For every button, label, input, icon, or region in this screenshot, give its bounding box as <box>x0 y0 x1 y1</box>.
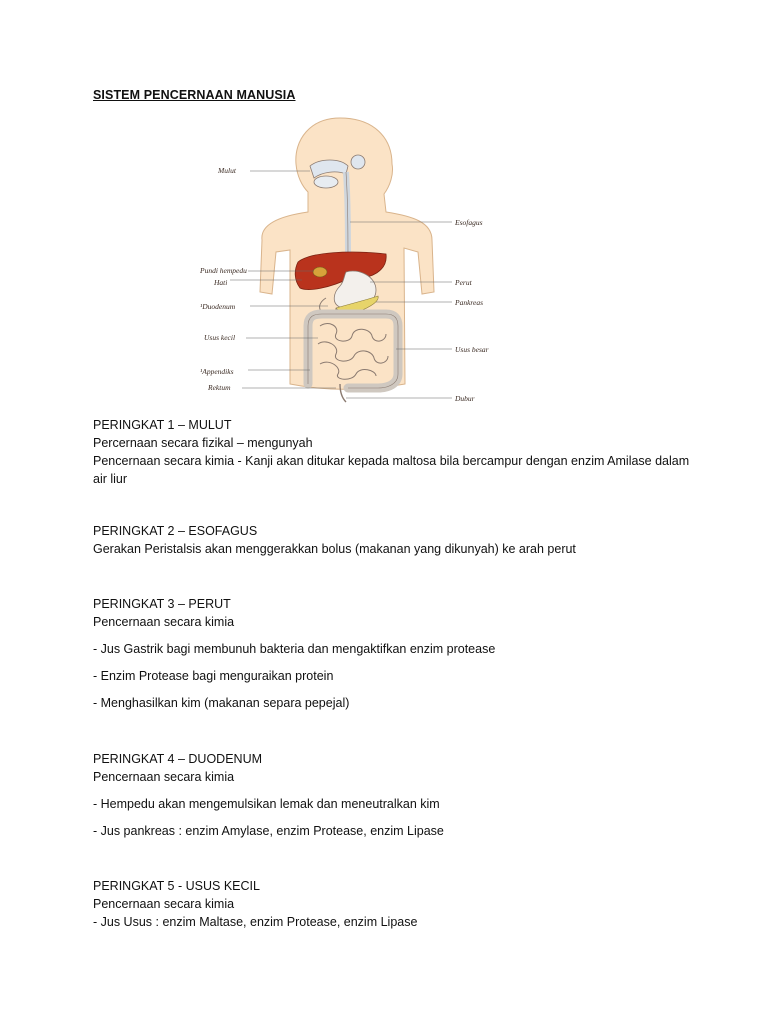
digestive-system-diagram <box>190 112 520 404</box>
section-peringkat-2 <box>93 522 576 558</box>
section-line: - Menghasilkan kim (makanan separa pepejal) <box>93 696 350 710</box>
label-pundi-hempedu: Pundi hempedu <box>200 266 247 275</box>
section-line: - Jus pankreas : enzim Amylase, enzim Protease, enzim Lipase <box>93 824 444 838</box>
section-peringkat-5 <box>93 877 417 931</box>
label-usus-kecil: Usus kecil <box>204 333 236 342</box>
section-heading: PERINGKAT 4 – DUODENUM <box>93 752 263 766</box>
label-hati: Hati <box>214 278 228 287</box>
label-dubur: Dubur <box>455 394 475 403</box>
section-line: Gerakan Peristalsis akan menggerakkan bolus (makanan yang dikunyah) ke arah perut <box>93 542 576 556</box>
section-line: Pencernaan secara kimia <box>93 770 235 784</box>
section-line: - Hempedu akan mengemulsikan lemak dan meneutralkan kim <box>93 797 440 811</box>
label-perut: Perut <box>455 278 472 287</box>
label-pankreas: Pankreas <box>455 298 484 307</box>
page-title: SISTEM PENCERNAAN MANUSIA <box>93 88 296 102</box>
tongue <box>314 176 338 188</box>
section-heading: PERINGKAT 2 – ESOFAGUS <box>93 524 258 538</box>
label-mulut: Mulut <box>218 166 236 175</box>
section-line: Pencernaan secara kimia <box>93 615 235 629</box>
section-peringkat-1 <box>93 416 693 488</box>
gallbladder <box>313 267 327 277</box>
section-peringkat-3 <box>93 595 495 712</box>
section-heading: PERINGKAT 3 – PERUT <box>93 597 231 611</box>
label-rektum: Rektum <box>208 383 231 392</box>
label-duodenum: ¹Duodenum <box>200 302 236 311</box>
section-line: Pencernaan secara kimia <box>93 897 235 911</box>
label-usus-besar: Usus besar <box>455 345 489 354</box>
section-heading: PERINGKAT 5 - USUS KECIL <box>93 879 260 893</box>
section-line: Percernaan secara fizikal – mengunyah <box>93 436 313 450</box>
section-heading: PERINGKAT 1 – MULUT <box>93 418 232 432</box>
section-line: Pencernaan secara kimia - Kanji akan ditukar kepada maltosa bila bercampur dengan enzim Amilase dalam air liur <box>93 454 690 486</box>
section-peringkat-4 <box>93 750 444 840</box>
nasal-cavity <box>351 155 365 169</box>
label-esofagus: Esofagus <box>455 218 483 227</box>
section-line: - Enzim Protease bagi menguraikan protein <box>93 669 334 683</box>
label-appendiks: ¹Appendiks <box>200 367 234 376</box>
section-line: - Jus Usus : enzim Maltase, enzim Protease, enzim Lipase <box>93 915 418 929</box>
section-line: - Jus Gastrik bagi membunuh bakteria dan mengaktifkan enzim protease <box>93 642 496 656</box>
